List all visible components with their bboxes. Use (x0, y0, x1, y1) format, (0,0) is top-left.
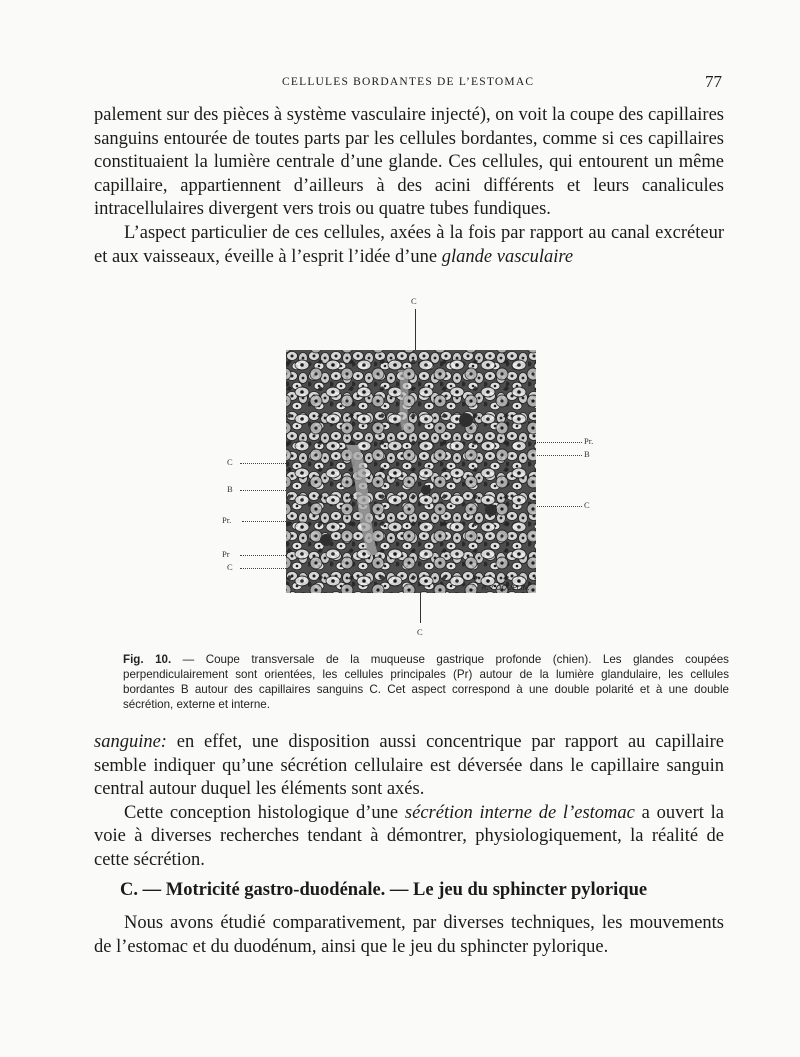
emphasis-text: sanguine: (94, 732, 167, 752)
emphasis-text: glande vasculaire (441, 246, 574, 267)
paragraph (94, 222, 724, 269)
figure-label-c-top: C (411, 296, 417, 306)
section-heading: C. — Motricité gastro-duodénale. — Le jeu du sphincter pylorique (120, 880, 648, 900)
figure-label-left: Pr. (222, 515, 232, 525)
figure-signature: R. COQUELIN. (481, 584, 530, 592)
figure-label-right: B (584, 449, 590, 459)
figure-label-left: C (227, 457, 233, 467)
running-head: CELLULES BORDANTES DE L’ESTOMAC (282, 76, 535, 88)
bottom-text-block (94, 731, 724, 873)
paragraph-text: a ouvert la voie à diverses recherches tendant à démontrer, physiologiquement, la réalité de cette sécrétion. (94, 802, 725, 870)
figure-number: Fig. 10. (123, 653, 172, 666)
paragraph (94, 802, 724, 873)
emphasis-text: sécrétion interne de l’estomac (404, 802, 635, 823)
figure-label-left: Pr (222, 549, 230, 559)
figure-caption (123, 652, 729, 712)
figure-label-left: B (227, 484, 233, 494)
figure-label-right: Pr. (584, 436, 594, 446)
paragraph: Nous avons étudié comparativement, par diverses techniques, les mouvements de l’estomac et du duodénum, ainsi que le jeu du sphincter pylorique. (94, 913, 724, 957)
page-header (92, 74, 722, 98)
figure-label-left: C (227, 562, 233, 572)
leader-line (528, 455, 582, 456)
paragraph-text: Cette conception histologique d’une (124, 802, 399, 823)
histology-figure (286, 350, 536, 593)
histology-micrograph (286, 350, 536, 593)
final-text-block (94, 912, 724, 959)
figure-label-right: C (584, 500, 590, 510)
caption-text: — Coupe transversale de la muqueuse gastrique profonde (chien). Les glandes coupées perpendiculairement sont orientées, les cellules principales (Pr) autour de la lumière glandulaire, les cellules bordantes B autour des capillaires sanguins C. Cet aspect correspond à une double polarité et à une double sécrétion, externe et interne. (123, 653, 729, 712)
paragraph: palement sur des pièces à système vasculaire injecté), on voit la coupe des capillaires sanguins entourée de toutes parts par les cellules bordantes, comme si ces capillaires constituaient la lumière centrale d’une glande. Ces cellules, qui entourent un même capillaire, appartiennent d’ailleurs à des acini différents et leurs canalicules intracellulaires divergent vers trois ou quatre tubes fundiques. (94, 105, 724, 220)
page-number: 77 (705, 72, 722, 91)
paragraph (94, 731, 724, 802)
figure-label-c-bottom: C (417, 627, 423, 637)
paragraph-text: en effet, une disposition aussi concentrique par rapport au capillaire semble indiquer qu’une sécrétion cellulaire est déversée dans le capillaire sanguin central autour duquel les éléments sont axés. (94, 732, 724, 800)
paragraph-text: L’aspect particulier de ces cellules, axées à la fois par rapport au canal excréteur et aux vaisseaux, éveille à l’esprit l’idée d’une (94, 222, 724, 267)
top-text-block (94, 104, 724, 269)
